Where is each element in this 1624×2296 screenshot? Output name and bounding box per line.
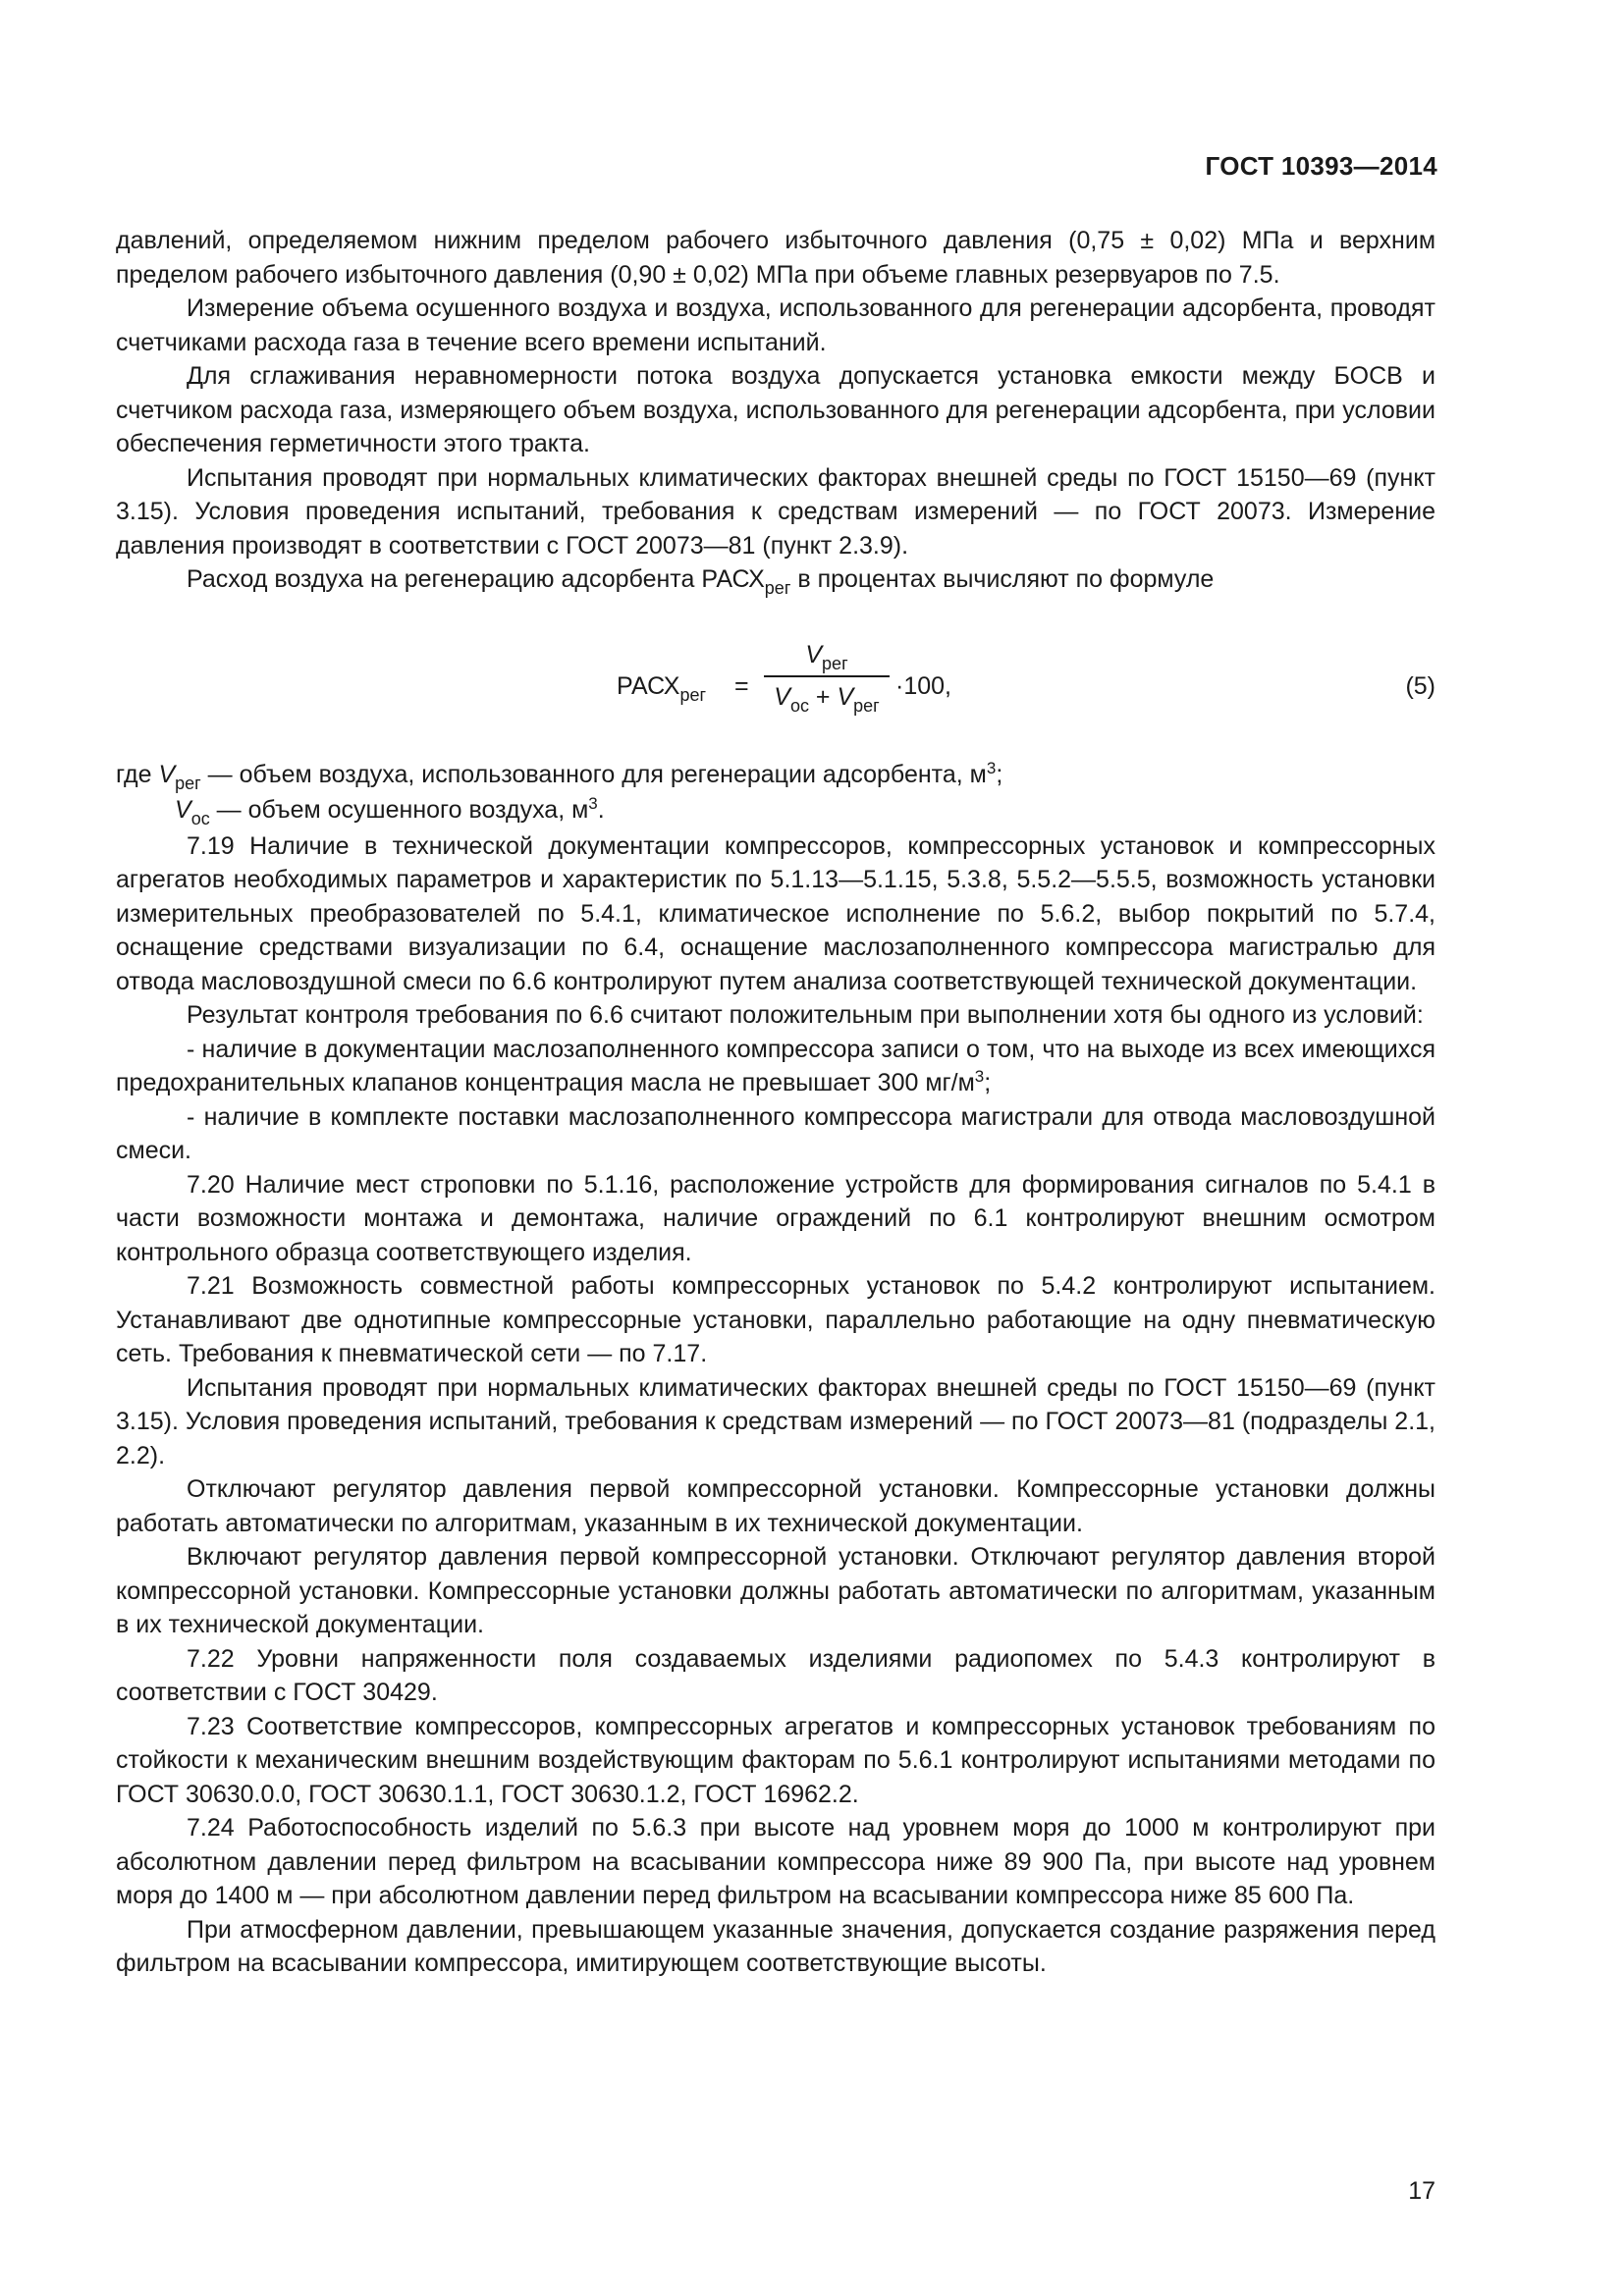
where-var-1-subscript: рег — [175, 773, 201, 793]
paragraph-result-condition: Результат контроля требования по 6.6 считают положительным при выполнении хотя бы одного из условий: — [187, 1001, 1424, 1029]
paragraph-smoothing: Для сглаживания неравномерности потока воздуха допускается установка емкости между БОСВ и счетчиком расхода газа, измеряющего объем воздуха, использованного для регенерации адсорбента, при условии обеспечения герметичности этого тракта. — [116, 362, 1435, 457]
document-code-header: ГОСТ 10393—2014 — [1205, 151, 1437, 181]
formula-numerator-subscript: рег — [822, 653, 848, 673]
formula-lhs — [617, 669, 706, 706]
formula-equals: = — [734, 671, 749, 700]
where-var-2-text: — объем осушенного воздуха, м — [209, 796, 589, 824]
formula-number: (5) — [1405, 671, 1435, 700]
where-var-2-superscript: 3 — [588, 794, 598, 813]
formula-intro-tail: в процентах вычисляют по формуле — [790, 565, 1215, 593]
formula-denominator-var2: V — [837, 682, 854, 711]
formula-denominator-var1: V — [774, 682, 790, 711]
clause-7-19: 7.19 Наличие в технической документации компрессоров, компрессорных установок и компрессорных агрегатов необходимых параметров и характеристик по 5.1.13—5.1.15, 5.3.8, 5.5.2—5.5.5, возможность установки измерительных преобразователей по 5.4.1, климатическое исполнение по 5.6.2, выбор покрытий по 5.7.4, оснащение средствами визуализации по 6.4, оснащение маслозаполненного компрессора магистралью для отвода масловоздушной смеси по 6.6 контролируют путем анализа соответствующей технической документации. — [116, 831, 1435, 995]
where-var-1: V — [158, 760, 176, 788]
formula-fraction — [760, 636, 893, 715]
condition-item-1-end: ; — [984, 1069, 992, 1096]
condition-item-1 — [116, 1033, 1435, 1100]
condition-item-2: - наличие в комплекте поставки маслозаполненного компрессора магистрали для отвода масловоздушной смеси. — [116, 1102, 1435, 1164]
where-lead: где — [116, 760, 159, 788]
formula-denominator — [760, 677, 893, 715]
clause-7-23: 7.23 Соответствие компрессоров, компрессорных агрегатов и компрессорных установок требованиям по стойкости к механическим внешним воздействующим факторам по 5.6.1 контролируют испытаниями методами по ГОСТ 30630.0.0, ГОСТ 30630.1.1, ГОСТ 30630.1.2, ГОСТ 16962.2. — [116, 1712, 1435, 1808]
formula-intro-text: Расход воздуха на регенерацию адсорбента РАСХ — [187, 565, 765, 593]
where-var-1-text: — объем воздуха, использованного для регенерации адсорбента, м — [200, 760, 987, 788]
document-body — [116, 224, 1435, 1981]
paragraph-formula-intro — [116, 562, 1435, 599]
page-number: 17 — [1408, 2177, 1435, 2205]
where-line-2 — [116, 793, 1435, 829]
paragraph-continuation: давлений, определяемом нижним пределом рабочего избыточного давления (0,75 ± 0,02) МПа и верхним пределом рабочего избыточного давления (0,90 ± 0,02) МПа при объеме главных резервуаров по 7.5. — [116, 227, 1435, 289]
clause-7-21: 7.21 Возможность совместной работы компрессорных установок по 5.4.2 контролируют испытанием. Устанавливают две однотипные компрессорные установки, параллельно работающие на одну пневматическую сеть. Требования к пневматической сети — по 7.17. — [116, 1272, 1435, 1367]
clause-7-21-step-2: Включают регулятор давления первой компрессорной установки. Отключают регулятор давления второй компрессорной установки. Компрессорные установки должны работать автоматически по алгоритмам, указанным в их технической документации. — [116, 1543, 1435, 1638]
where-var-2-end: . — [597, 796, 605, 824]
formula-denominator-sub2: рег — [853, 695, 880, 716]
formula-lhs-subscript: рег — [679, 684, 707, 705]
formula-numerator-var: V — [805, 640, 823, 668]
formula-multiplier: ·100, — [895, 671, 951, 700]
condition-item-1-text: - наличие в документации маслозаполненного компрессора записи о том, что на выходе из всех имеющихся предохранительных клапанов концентрация масла не превышает 300 мг/м — [116, 1035, 1435, 1096]
where-var-2: V — [175, 796, 191, 824]
where-var-2-subscript: ос — [190, 809, 210, 828]
formula-intro-subscript: рег — [764, 578, 791, 598]
clause-7-21-step-1: Отключают регулятор давления первой компрессорной установки. Компрессорные установки должны работать автоматически по алгоритмам, указанным в их технической документации. — [116, 1475, 1435, 1537]
where-line-1 — [116, 758, 1435, 794]
clause-7-22: 7.22 Уровни напряженности поля создаваемых изделиями радиопомех по 5.4.3 контролируют в соответствии с ГОСТ 30429. — [116, 1644, 1435, 1706]
formula-numerator — [760, 636, 893, 673]
clause-7-24: 7.24 Работоспособность изделий по 5.6.3 при высоте над уровнем моря до 1000 м контролируют при абсолютном давлении перед фильтром на всасывании компрессора ниже 89 900 Па, при высоте над уровнем моря до 1400 м — при абсолютном давлении перед фильтром на всасывании компрессора ниже 85 600 Па. — [116, 1814, 1435, 1909]
clause-7-21-conditions: Испытания проводят при нормальных климатических факторах внешней среды по ГОСТ 15150—69 (пункт 3.15). Условия проведения испытаний, требования к средствам измерений — по ГОСТ 20073—81 (подразделы 2.1, 2.2). — [116, 1373, 1435, 1469]
where-var-1-superscript: 3 — [986, 758, 997, 777]
clause-7-24-note: При атмосферном давлении, превышающем указанные значения, допускается создание разряжения перед фильтром на всасывании компрессора, имитирующем соответствующие высоты. — [116, 1915, 1435, 1977]
paragraph-measurement: Измерение объема осушенного воздуха и воздуха, использованного для регенерации адсорбента, проводят счетчиками расхода газа в течение всего времени испытаний. — [116, 294, 1435, 356]
condition-item-1-superscript: 3 — [974, 1067, 985, 1086]
paragraph-test-conditions: Испытания проводят при нормальных климатических факторах внешней среды по ГОСТ 15150—69 (пункт 3.15). Условия проведения испытаний, требования к средствам измерений — по ГОСТ 20073. Измерение давления производят в соответствии с ГОСТ 20073—81 (пункт 2.3.9). — [116, 463, 1435, 560]
formula-denominator-sub1: ос — [789, 695, 809, 716]
clause-7-20: 7.20 Наличие мест строповки по 5.1.16, расположение устройств для формирования сигналов по 5.4.1 в части возможности монтажа и демонтажа, наличие ограждений по 6.1 контролируют внешним осмотром контрольного образца соответствующего изделия. — [116, 1170, 1435, 1266]
formula-denominator-plus: + — [808, 682, 838, 711]
formula-5 — [116, 636, 1435, 748]
formula-lhs-symbol: РАСХ — [617, 671, 680, 700]
where-var-1-end: ; — [996, 760, 1003, 788]
